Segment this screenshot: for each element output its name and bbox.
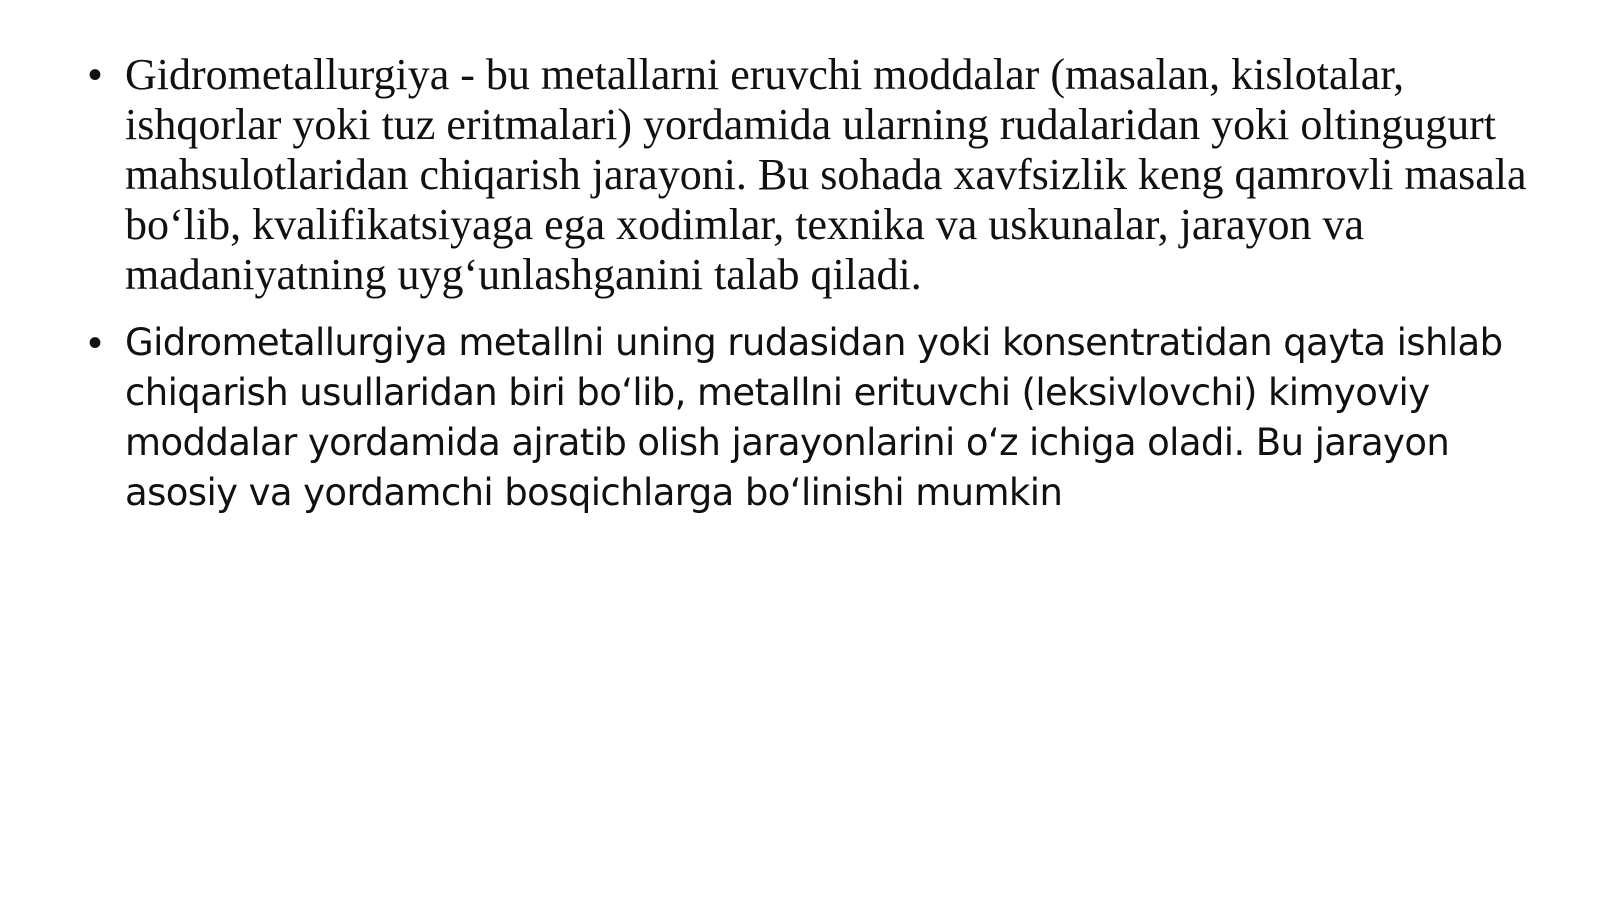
bullet-text: Gidrometallurgiya metallni uning rudasidan yoki konsentratidan qayta ishlab chiqarish usullaridan biri bo‘lib, metallni erituvchi (leksivlovchi) kimyoviy moddalar yordamida ajratib olish jarayonlarini o‘z ichiga oladi. Bu jarayon asosiy va yordamchi bosqichlarga bo‘linishi mumkin (125, 321, 1503, 514)
bullet-text: Gidrometallurgiya - bu metallarni eruvchi moddalar (masalan, kislotalar, ishqorlar yoki tuz eritmalari) yordamida ularning rudalaridan yoki oltingugurt mahsulotlaridan chiqarish jarayoni. Bu sohada xavfsizlik keng qamrovli masala bo‘lib, kvalifikatsiyaga ega xodimlar, texnika va uskunalar, jarayon va madaniyatning uyg‘unlashganini talab qiladi. (125, 50, 1527, 299)
bullet-marker: • (88, 321, 102, 365)
bullet-marker: • (88, 53, 103, 97)
bullet-list (88, 50, 1528, 518)
bullet-item-hydrometallurgy-method (88, 318, 1528, 518)
bullet-item-hydrometallurgy-definition (88, 50, 1528, 300)
